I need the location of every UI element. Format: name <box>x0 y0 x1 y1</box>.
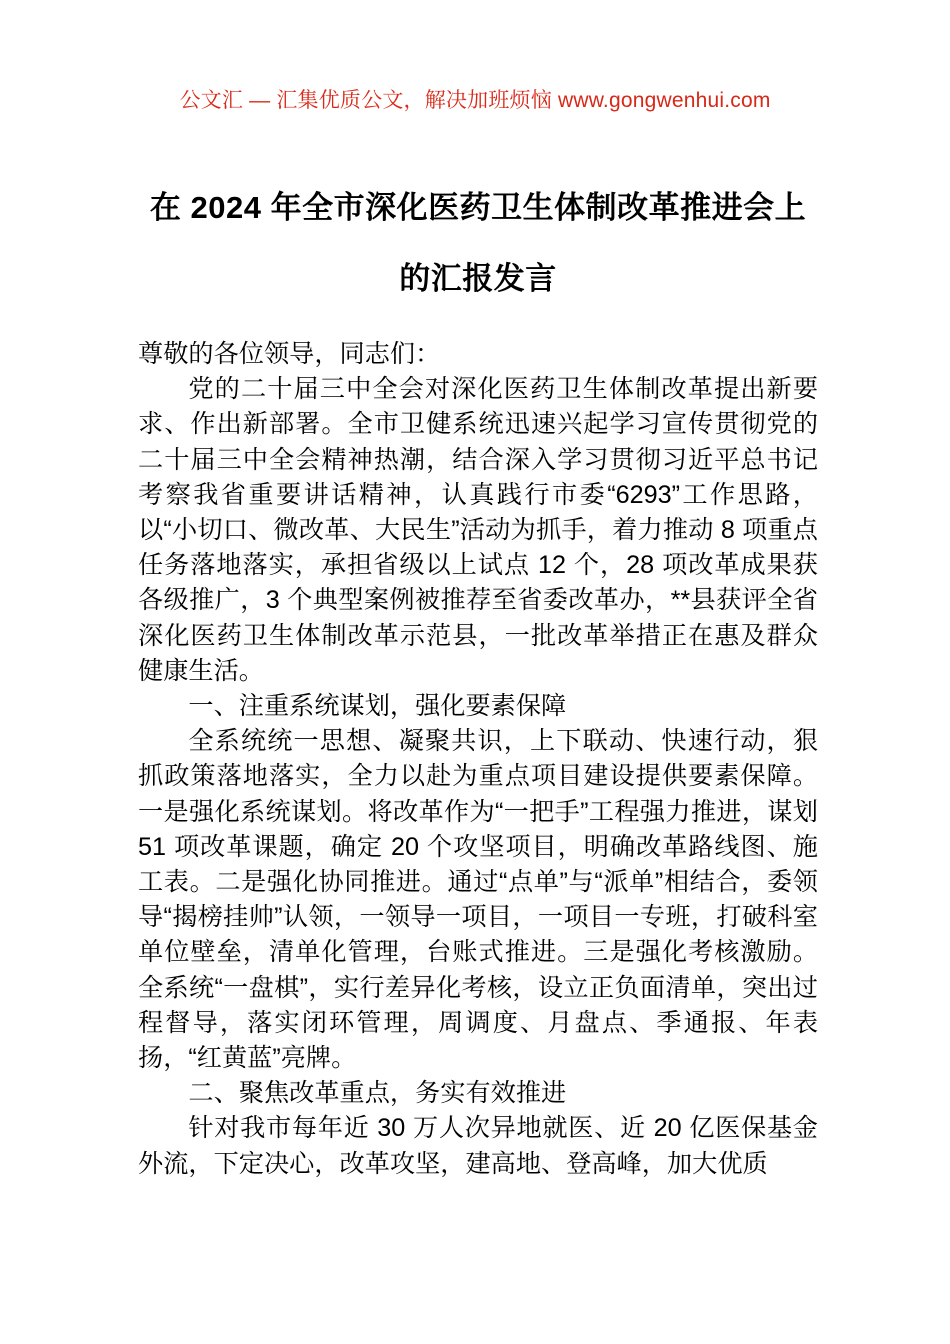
document-body <box>138 337 818 1182</box>
paragraph-section-one-body: 全系统统一思想、凝聚共识，上下联动、快速行动，狠抓政策落地落实，全力以赴为重点项目建设提供要素保障。一是强化系统谋划。将改革作为“一把手”工程强力推进，谋划 51 项改革课题，确定 20 个攻坚项目，明确改革路线图、施工表。二是强化协同推进。通过“点单”与“派单”相结合，委领导“揭榜挂帅”认领，一领导一项目，一项目一专班，打破科室单位壁垒，清单化管理，台账式推进。三是强化考核激励。全系统“一盘棋”，实行差异化考核，设立正负面清单，突出过程督导，落实闭环管理，周调度、月盘点、季通报、年表扬，“红黄蓝”亮牌。 <box>138 727 818 1073</box>
salutation-line: 尊敬的各位领导，同志们： <box>138 340 441 368</box>
document-title: 在 2024 年全市深化医药卫生体制改革推进会上的汇报发言 <box>149 190 807 296</box>
paragraph-section-two-body: 针对我市每年近 30 万人次异地就医、近 20 亿医保基金外流，下定决心，改革攻坚，建高地、登高峰，加大优质 <box>138 1114 818 1178</box>
paragraph-intro: 党的二十届三中全会对深化医药卫生体制改革提出新要求、作出新部署。全市卫健系统迅速兴起学习宣传贯彻党的二十届三中全会精神热潮，结合深入学习贯彻习近平总书记考察我省重要讲话精神，认真践行市委“6293”工作思路，以“小切口、微改革、大民生”活动为抓手，着力推动 8 项重点任务落地落实，承担省级以上试点 12 个，28 项改革成果获各级推广，3 个典型案例被推荐至省委改革办，**县获评全省深化医药卫生体制改革示范县，一批改革举措正在惠及群众健康生活。 <box>138 375 818 685</box>
section-heading-two: 二、聚焦改革重点，务实有效推进 <box>188 1079 567 1108</box>
section-heading-one: 一、注重系统谋划，强化要素保障 <box>188 692 567 721</box>
site-watermark-banner: 公文汇 — 汇集优质公文，解决加班烦恼 www.gongwenhui.com <box>179 89 771 112</box>
